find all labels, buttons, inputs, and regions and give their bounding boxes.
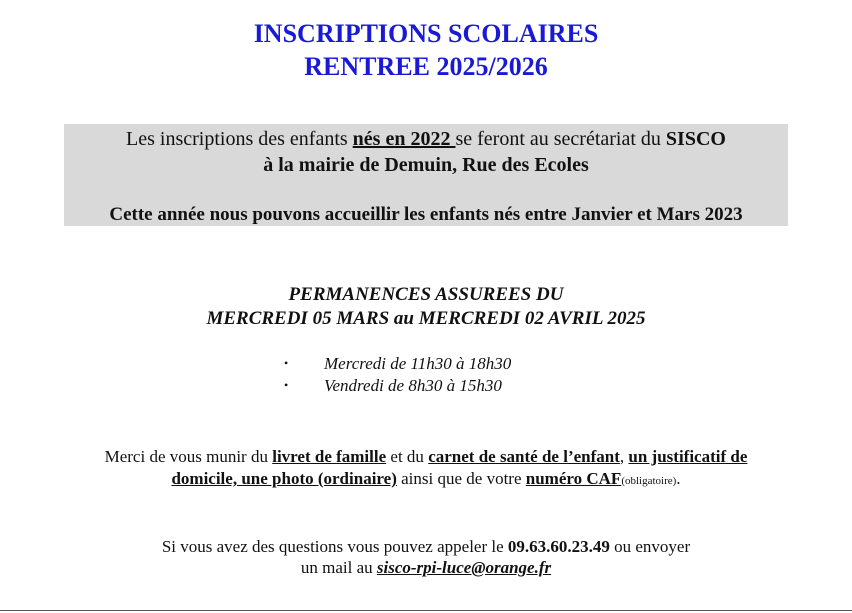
contact-line-1 (0, 536, 852, 558)
doc-obligatoire: (obligatoire) (621, 475, 677, 487)
documents-line-1 (0, 446, 852, 468)
bullet-icon: • (284, 378, 289, 392)
permanences-heading: PERMANENCES ASSUREES DU (288, 284, 564, 305)
birth-year-emphasis: nés en 2022 (352, 128, 456, 150)
doc-caf: numéro CAF (525, 469, 622, 488)
contact-text: Si vous avez des questions vous pouvez appeler le (161, 537, 508, 556)
permanences-dates: MERCREDI 05 MARS au MERCREDI 02 AVRIL 2025 (206, 308, 646, 329)
org-name: SISCO (665, 128, 726, 150)
contact-text: ou envoyer (609, 537, 691, 556)
phone-number: 09.63.60.23.49 (507, 537, 610, 556)
page-subtitle: RENTREE 2025/2026 (304, 52, 548, 81)
info-line-2: à la mairie de Demuin, Rue des Ecoles (263, 154, 589, 176)
documents-text: , (619, 447, 629, 466)
doc-domicile-photo: domicile, une photo (ordinaire) (171, 469, 397, 488)
documents-text: ainsi que de votre (396, 469, 526, 488)
schedule-item (280, 352, 511, 375)
schedule-text: Vendredi de 8h30 à 15h30 (324, 376, 502, 395)
schedule-item (280, 374, 502, 397)
page-title: INSCRIPTIONS SCOLAIRES (253, 19, 599, 48)
info-line-1 (64, 126, 788, 152)
doc-livret: livret de famille (272, 447, 387, 466)
info-line-1-middle: se feront au secrétariat du (455, 128, 666, 150)
documents-text: Merci de vous munir du (104, 447, 273, 466)
info-line-3: Cette année nous pouvons accueillir les enfants nés entre Janvier et Mars 2023 (109, 204, 743, 225)
bullet-icon: • (284, 356, 289, 370)
documents-line-2 (0, 468, 852, 492)
documents-text: et du (386, 447, 429, 466)
contact-line-2 (0, 557, 852, 579)
schedule-text: Mercredi de 11h30 à 18h30 (324, 354, 512, 373)
doc-justificatif: un justificatif de (628, 447, 748, 466)
email-link[interactable]: sisco-rpi-luce@orange.fr (376, 558, 552, 577)
documents-text: . (676, 469, 681, 488)
info-box (64, 124, 788, 226)
contact-text: un mail au (300, 558, 377, 577)
info-line-1-prefix: Les inscriptions des enfants (126, 128, 353, 150)
doc-carnet: carnet de santé de l’enfant (428, 447, 620, 466)
bottom-divider (0, 610, 852, 611)
